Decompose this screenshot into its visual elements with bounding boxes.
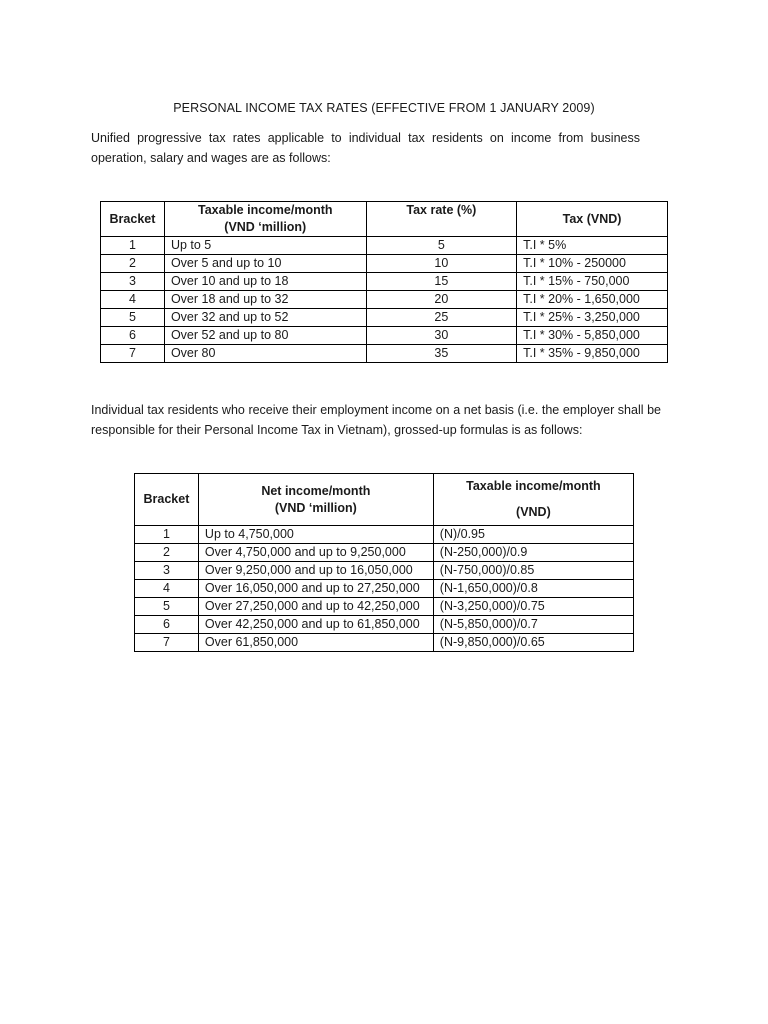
taxable-income-cell: Over 80 [164, 345, 366, 363]
grossup-paragraph: Individual tax residents who receive their employment income on a net basis (i.e. the employer shall be responsible for their Personal Income Tax in Vietnam), grossed-up formulas is as follows: [91, 403, 661, 437]
grossup-header-taxable-line2: (VND) [516, 505, 551, 519]
document-title: PERSONAL INCOME TAX RATES (EFFECTIVE FROM 1 JANUARY 2009) [173, 101, 595, 115]
taxable-income-cell: Over 5 and up to 10 [164, 255, 366, 273]
tax-table-row [101, 309, 668, 327]
tax-table-header-row [101, 202, 668, 237]
bracket-cell: 3 [135, 562, 199, 580]
grossup-table-row [135, 616, 634, 634]
tax-table-row [101, 255, 668, 273]
taxable-formula-cell: (N-750,000)/0.85 [433, 562, 633, 580]
taxable-formula-cell: (N-5,850,000)/0.7 [433, 616, 633, 634]
bracket-cell: 7 [101, 345, 165, 363]
grossup-table-body [135, 526, 634, 652]
tax-header-income [164, 202, 366, 237]
tax-formula-cell: T.I * 35% - 9,850,000 [517, 345, 668, 363]
tax-table-body [101, 237, 668, 363]
tax-header-income-line2: (VND ‘million) [224, 220, 307, 234]
grossup-table-row [135, 580, 634, 598]
taxable-income-cell: Over 52 and up to 80 [164, 327, 366, 345]
tax-table-row [101, 345, 668, 363]
grossup-table-row [135, 526, 634, 544]
tax-formula-cell: T.I * 30% - 5,850,000 [517, 327, 668, 345]
grossup-table-row [135, 634, 634, 652]
grossup-header-bracket: Bracket [135, 474, 199, 526]
grossup-header-net-line2: (VND ‘million) [274, 500, 357, 515]
net-income-cell: Over 9,250,000 and up to 16,050,000 [198, 562, 433, 580]
tax-rate-cell: 35 [366, 345, 517, 363]
taxable-income-cell: Up to 5 [164, 237, 366, 255]
net-income-cell: Over 27,250,000 and up to 42,250,000 [198, 598, 433, 616]
tax-formula-cell: T.I * 20% - 1,650,000 [517, 291, 668, 309]
net-income-cell: Over 42,250,000 and up to 61,850,000 [198, 616, 433, 634]
bracket-cell: 5 [101, 309, 165, 327]
bracket-cell: 1 [101, 237, 165, 255]
grossup-header-net-line1: Net income/month [261, 483, 371, 498]
bracket-cell: 4 [101, 291, 165, 309]
grossup-header-taxable-line1: Taxable income/month [466, 479, 601, 493]
bracket-cell: 5 [135, 598, 199, 616]
tax-formula-cell: T.I * 25% - 3,250,000 [517, 309, 668, 327]
bracket-cell: 3 [101, 273, 165, 291]
bracket-cell: 7 [135, 634, 199, 652]
bracket-cell: 2 [135, 544, 199, 562]
tax-rate-cell: 10 [366, 255, 517, 273]
bracket-cell: 2 [101, 255, 165, 273]
tax-rates-table [100, 201, 668, 363]
bracket-cell: 1 [135, 526, 199, 544]
grossup-table-header-row [135, 474, 634, 526]
tax-header-bracket: Bracket [101, 202, 165, 237]
net-income-cell: Over 61,850,000 [198, 634, 433, 652]
tax-rate-cell: 30 [366, 327, 517, 345]
bracket-cell: 6 [135, 616, 199, 634]
taxable-formula-cell: (N)/0.95 [433, 526, 633, 544]
taxable-income-cell: Over 32 and up to 52 [164, 309, 366, 327]
intro-paragraph: Unified progressive tax rates applicable to individual tax residents on income from business operation, salary and wages are as follows: [91, 131, 640, 165]
tax-table-row [101, 327, 668, 345]
tax-table-row [101, 237, 668, 255]
tax-formula-cell: T.I * 15% - 750,000 [517, 273, 668, 291]
taxable-formula-cell: (N-250,000)/0.9 [433, 544, 633, 562]
net-income-cell: Up to 4,750,000 [198, 526, 433, 544]
grossup-table-row [135, 562, 634, 580]
bracket-cell: 4 [135, 580, 199, 598]
tax-table-row [101, 291, 668, 309]
tax-header-income-line1: Taxable income/month [198, 203, 333, 217]
tax-header-rate: Tax rate (%) [366, 202, 517, 237]
taxable-formula-cell: (N-1,650,000)/0.8 [433, 580, 633, 598]
tax-formula-cell: T.I * 5% [517, 237, 668, 255]
tax-formula-cell: T.I * 10% - 250000 [517, 255, 668, 273]
grossup-header-net [198, 474, 433, 526]
tax-header-tax: Tax (VND) [517, 202, 668, 237]
tax-rate-cell: 20 [366, 291, 517, 309]
taxable-income-cell: Over 10 and up to 18 [164, 273, 366, 291]
tax-table-row [101, 273, 668, 291]
taxable-income-cell: Over 18 and up to 32 [164, 291, 366, 309]
bracket-cell: 6 [101, 327, 165, 345]
grossup-header-taxable [433, 474, 633, 526]
grossup-table-row [135, 544, 634, 562]
net-income-cell: Over 16,050,000 and up to 27,250,000 [198, 580, 433, 598]
net-income-cell: Over 4,750,000 and up to 9,250,000 [198, 544, 433, 562]
taxable-formula-cell: (N-9,850,000)/0.65 [433, 634, 633, 652]
tax-rate-cell: 5 [366, 237, 517, 255]
tax-rate-cell: 25 [366, 309, 517, 327]
tax-rate-cell: 15 [366, 273, 517, 291]
taxable-formula-cell: (N-3,250,000)/0.75 [433, 598, 633, 616]
grossup-table-row [135, 598, 634, 616]
grossup-table [134, 473, 634, 652]
